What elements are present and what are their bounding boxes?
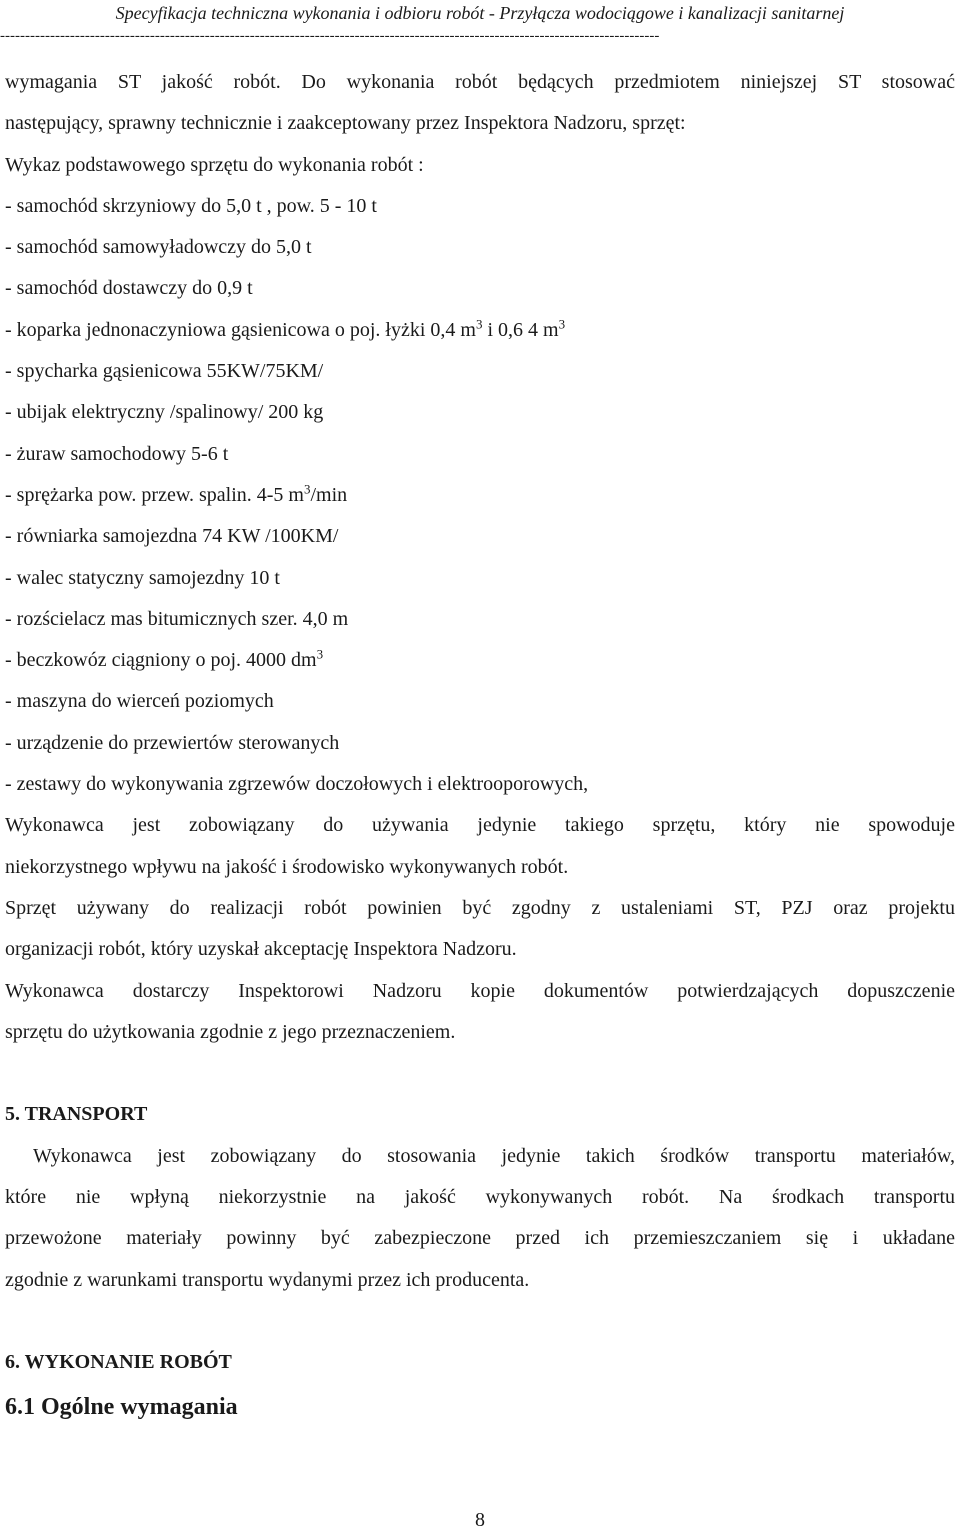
paragraph-line: Wykonawca jest zobowiązany do używania jedynie takiego sprzętu, który nie spowoduje: [5, 814, 955, 837]
paragraph-line: Sprzęt używany do realizacji robót powinien być zgodny z ustaleniami ST, PZJ oraz projektu: [5, 896, 955, 919]
list-item: [5, 310, 955, 351]
list-item-text: /min: [310, 483, 348, 506]
list-item-text: - beczkowóz ciągniony o poj. 4000 dm: [5, 649, 317, 672]
intro-line-2: następujący, sprawny technicznie i zaakceptowany przez Inspektora Nadzoru, sprzęt:: [5, 112, 686, 135]
header-rule: ------------------------------------------------------------------------------------------------------------------------------------: [0, 28, 660, 44]
list-item: - rozścielacz mas bitumicznych szer. 4,0 m: [5, 607, 349, 630]
list-item: - urządzenie do przewiertów sterowanych: [5, 731, 340, 754]
list-item: - samochód samowyładowczy do 5,0 t: [5, 236, 312, 259]
list-item: - żuraw samochodowy 5-6 t: [5, 442, 229, 465]
list-item: [5, 475, 955, 516]
section-6-heading: 6. WYKONANIE ROBÓT: [5, 1351, 232, 1374]
list-item: - samochód dostawczy do 0,9 t: [5, 277, 253, 300]
spacer: [5, 1301, 955, 1342]
list-item-text: - sprężarka pow. przew. spalin. 4-5 m: [5, 483, 304, 506]
list-item-text: i 0,6 4 m: [482, 318, 559, 341]
equipment-list: [5, 186, 955, 805]
paragraph-line: niekorzystnego wpływu na jakość i środowisko wykonywanych robót.: [5, 855, 569, 878]
paragraph-line: przewożone materiały powinny być zabezpieczone przed ich przemieszczaniem się i układane: [5, 1227, 955, 1250]
list-item: - samochód skrzyniowy do 5,0 t , pow. 5 - 10 t: [5, 194, 377, 217]
paragraph-line: Wykonawca dostarczy Inspektorowi Nadzoru kopie dokumentów potwierdzających dopuszczenie: [5, 979, 955, 1002]
list-item: - maszyna do wierceń poziomych: [5, 690, 274, 713]
list-item: - zestawy do wykonywania zgrzewów doczołowych i elektrooporowych,: [5, 773, 589, 796]
superscript: 3: [475, 316, 483, 332]
paragraph-line: zgodnie z warunkami transportu wydanymi przez ich producenta.: [5, 1268, 530, 1291]
equipment-list-title: Wykaz podstawowego sprzętu do wykonania robót :: [5, 153, 424, 176]
list-item-text: - koparka jednonaczyniowa gąsienicowa o poj. łyżki 0,4 m: [5, 318, 476, 341]
paragraph-line: sprzętu do użytkowania zgodnie z jego przeznaczeniem.: [5, 1020, 456, 1043]
section-5-heading: 5. TRANSPORT: [5, 1103, 148, 1126]
superscript: 3: [316, 646, 324, 662]
header-title: Specyfikacja techniczna wykonania i odbioru robót - Przyłącza wodociągowe i kanalizacji sanitarnej: [115, 3, 845, 23]
list-item: - walec statyczny samojezdny 10 t: [5, 566, 280, 589]
document-body: [5, 62, 955, 1430]
list-item: - spycharka gąsienicowa 55KW/75KM/: [5, 360, 324, 383]
paragraph-line: Wykonawca jest zobowiązany do stosowania jedynie takich środków transportu materiałów,: [33, 1144, 955, 1167]
list-item: - równiarka samojezdna 74 KW /100KM/: [5, 525, 339, 548]
paragraph-line: które nie wpłyną niekorzystnie na jakość wykonywanych robót. Na środkach transportu: [5, 1186, 955, 1209]
paragraph-line: organizacji robót, który uzyskał akceptację Inspektora Nadzoru.: [5, 938, 517, 961]
superscript: 3: [303, 481, 311, 497]
page-number: 8: [475, 1509, 485, 1531]
superscript: 3: [558, 316, 566, 332]
list-item: [5, 640, 955, 681]
list-item: - ubijak elektryczny /spalinowy/ 200 kg: [5, 401, 324, 424]
section-6-1-heading: 6.1 Ogólne wymagania: [5, 1393, 238, 1420]
spacer: [5, 1053, 955, 1094]
intro-line-1: wymagania ST jakość robót. Do wykonania robót będących przedmiotem niniejszej ST stosować: [5, 71, 955, 93]
